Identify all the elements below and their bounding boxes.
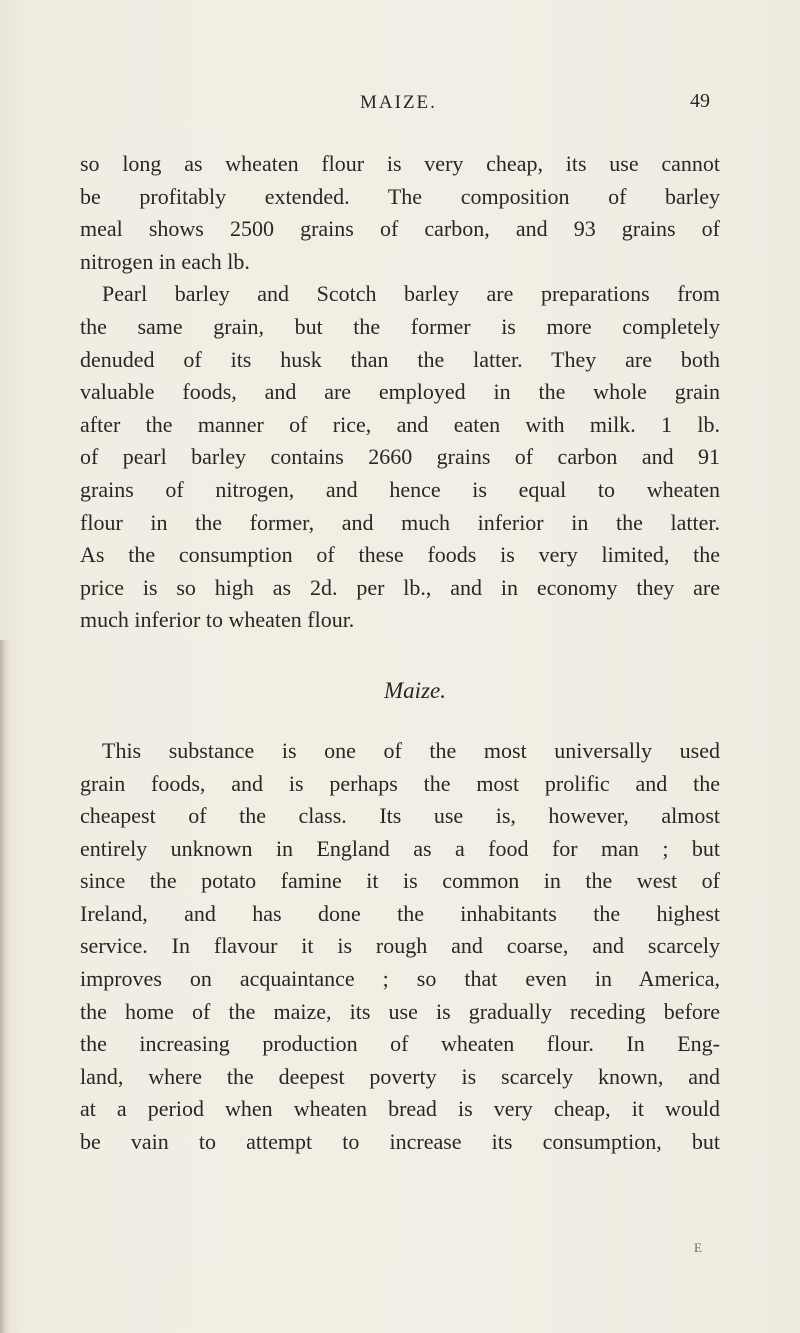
text-line: grains of nitrogen, and hence is equal to wheaten: [80, 476, 720, 502]
text-line: valuable foods, and are employed in the whole grain: [80, 379, 720, 405]
text-line: nitrogen in each lb.: [80, 248, 250, 274]
text-line: of pearl barley contains 2660 grains of carbon and 91: [80, 444, 720, 470]
text-line: after the manner of rice, and eaten with milk. 1 lb.: [80, 411, 720, 437]
text-line: Pearl barley and Scotch barley are preparations from: [102, 281, 720, 307]
text-line: the increasing production of wheaten flour. In Eng-: [80, 1031, 720, 1057]
text-line: so long as wheaten flour is very cheap, its use cannot: [80, 151, 720, 176]
text-line: This substance is one of the most universally used: [102, 737, 720, 763]
text-line: the same grain, but the former is more completely: [80, 313, 720, 339]
running-head: MAIZE.: [360, 92, 437, 113]
text-line: As the consumption of these foods is very limited, the: [80, 542, 720, 568]
signature-mark: E: [694, 1240, 702, 1255]
text-line: cheapest of the class. Its use is, however, almost: [80, 803, 720, 829]
section-heading: Maize.: [384, 677, 446, 703]
text-line: land, where the deepest poverty is scarcely known, and: [80, 1063, 720, 1089]
body-text: [80, 148, 720, 1159]
text-line: service. In flavour it is rough and coarse, and scarcely: [80, 933, 720, 959]
text-line: be profitably extended. The composition of barley: [80, 183, 720, 209]
text-line: entirely unknown in England as a food for man ; but: [80, 835, 720, 861]
text-line: be vain to attempt to increase its consumption, but: [80, 1129, 720, 1155]
page-header: [0, 86, 800, 120]
text-line: at a period when wheaten bread is very cheap, it would: [80, 1096, 720, 1122]
text-line: much inferior to wheaten flour.: [80, 607, 355, 633]
text-line: flour in the former, and much inferior in the latter.: [80, 509, 720, 535]
page-number: 49: [690, 90, 710, 112]
text-line: grain foods, and is perhaps the most prolific and the: [80, 770, 720, 796]
text-line: since the potato famine it is common in the west of: [80, 868, 720, 894]
text-line: denuded of its husk than the latter. They are both: [80, 346, 720, 372]
text-line: price is so high as 2d. per lb., and in economy they are: [80, 574, 720, 600]
text-line: the home of the maize, its use is gradually receding before: [80, 998, 720, 1024]
text-line: improves on acquaintance ; so that even in America,: [80, 966, 720, 992]
text-line: meal shows 2500 grains of carbon, and 93 grains of: [80, 216, 720, 242]
page-binding-edge: [0, 640, 10, 1333]
text-line: Ireland, and has done the inhabitants the highest: [80, 900, 720, 926]
